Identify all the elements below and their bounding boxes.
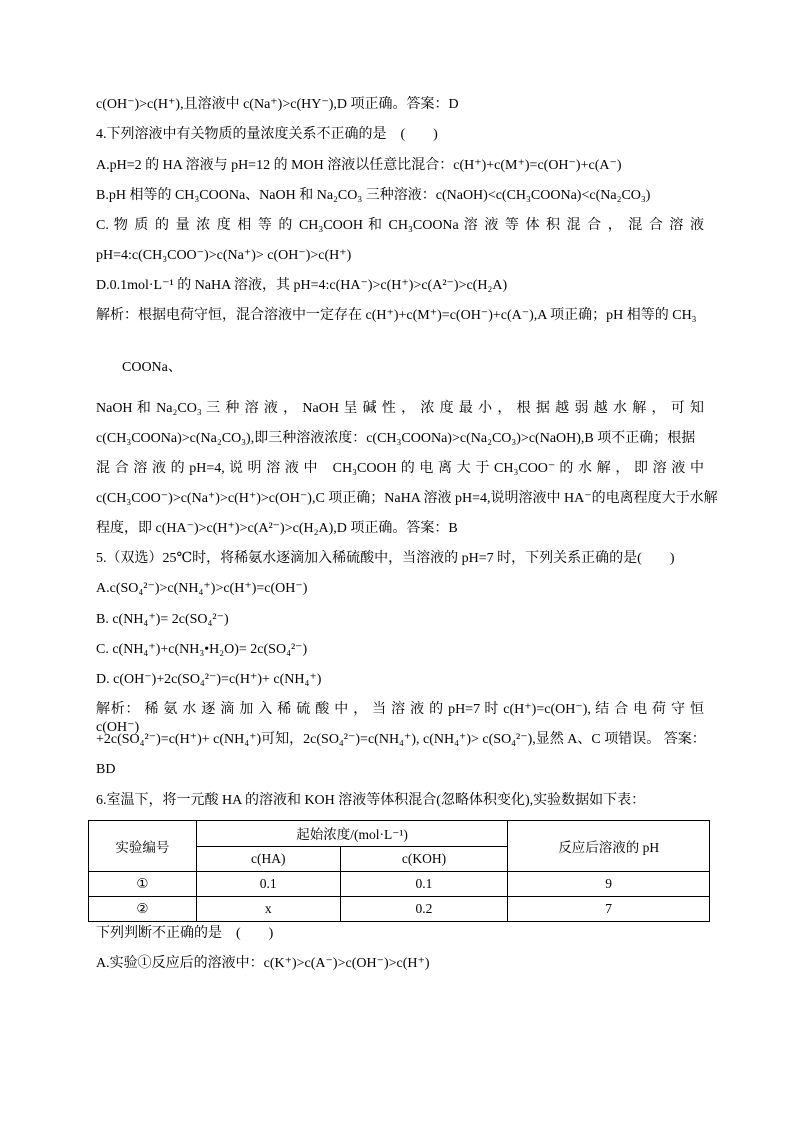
cell-id: ②	[89, 897, 197, 922]
cell-koh: 0.2	[340, 897, 508, 922]
table-header-row	[89, 821, 710, 847]
analysis-4-line: COONa、	[122, 360, 182, 375]
analysis-4-line: 解析：根据电荷守恒，混合溶液中一定存在 c(H⁺)+c(M⁺)=c(OH⁻)+c(A⁻),A 项正确；pH 相等的 CH₃	[96, 308, 697, 323]
cell-ha: x	[196, 897, 340, 922]
question-4-option-c: C. 物 质 的 量 浓 度 相 等 的 CH₃COOH 和 CH₃COONa 溶 液 等 体 积 混 合 ， 混 合 溶 液	[96, 218, 704, 233]
question-4-option-c-cont: pH=4:c(CH₃COO⁻)>c(Na⁺)> c(OH⁻)>c(H⁺)	[96, 248, 352, 263]
question-5-stem: 5.（双选）25℃时，将稀氨水逐滴加入稀硫酸中，当溶液的 pH=7 时，下列关系正确的是( )	[96, 551, 675, 566]
question-4-option-b: B.pH 相等的 CH₃COONa、NaOH 和 Na₂CO₃ 三种溶液：c(NaOH)<c(CH₃COONa)<c(Na₂CO₃)	[96, 188, 651, 203]
question-6-stem: 6.室温下，将一元酸 HA 的溶液和 KOH 溶液等体积混合(忽略体积变化),实验数据如下表：	[96, 793, 646, 808]
table-row	[89, 897, 710, 922]
analysis-5-answer: BD	[96, 762, 116, 777]
table-row	[89, 872, 710, 897]
header-experiment-id: 实验编号	[89, 821, 197, 872]
question-6-prompt: 下列判断不正确的是 ( )	[96, 926, 274, 941]
cell-id: ①	[89, 872, 197, 897]
question-5-option-b: B. c(NH₄⁺)= 2c(SO₄²⁻)	[96, 612, 229, 627]
question-5-option-a: A.c(SO₄²⁻)>c(NH₄⁺)>c(H⁺)=c(OH⁻)	[96, 581, 308, 596]
cell-ph: 9	[508, 872, 710, 897]
header-initial-concentration: 起始浓度/(mol·L⁻¹)	[196, 821, 508, 847]
experiment-table	[88, 820, 710, 922]
cell-ph: 7	[508, 897, 710, 922]
analysis-5-line: +2c(SO₄²⁻)=c(H⁺)+ c(NH₄⁺)可知，2c(SO₄²⁻)=c(NH₄⁺), c(NH₄⁺)> c(SO₄²⁻),显然 A、C 项错误。 答案：	[96, 732, 706, 747]
question-5-option-d: D. c(OH⁻)+2c(SO₄²⁻)=c(H⁺)+ c(NH₄⁺)	[96, 672, 322, 687]
question-6-option-a: A.实验①反应后的溶液中：c(K⁺)>c(A⁻)>c(OH⁻)>c(H⁺)	[96, 956, 430, 971]
question-4-stem: 4.下列溶液中有关物质的量浓度关系不正确的是 ( )	[96, 127, 438, 142]
analysis-4-line: NaOH 和 Na₂CO₃ 三 种 溶 液 ， NaOH 呈 碱 性 ， 浓 度 最 小 ， 根 据 越 弱 越 水 解 ， 可 知	[96, 401, 704, 416]
question-5-option-c: C. c(NH₄⁺)+c(NH₃•H₂O)= 2c(SO₄²⁻)	[96, 642, 308, 657]
question-4-option-d: D.0.1mol·L⁻¹ 的 NaHA 溶液，其 pH=4:c(HA⁻)>c(H⁺)>c(A²⁻)>c(H₂A)	[96, 278, 508, 293]
analysis-5-line: 解析： 稀 氨 水 逐 滴 加 入 稀 硫 酸 中 ， 当 溶 液 的 pH=7 时 c(H⁺)=c(OH⁻), 结 合 电 荷 守 恒 c(OH⁻)	[96, 702, 704, 735]
analysis-4-answer: 程度，即 c(HA⁻)>c(H⁺)>c(A²⁻)>c(H₂A),D 项正确。答案：B	[96, 521, 458, 536]
header-ph: 反应后溶液的 pH	[508, 821, 710, 872]
header-c-koh: c(KOH)	[340, 846, 508, 872]
analysis-4-line: c(CH₃COO⁻)>c(Na⁺)>c(H⁺)>c(OH⁻),C 项正确；NaHA 溶液 pH=4,说明溶液中 HA⁻的电离程度大于水解	[96, 491, 718, 506]
analysis-4-line: c(CH₃COONa)>c(Na₂CO₃),即三种溶液浓度：c(CH₃COONa)>c(Na₂CO₃)>c(NaOH),B 项不正确；根据	[96, 431, 696, 446]
cell-koh: 0.1	[340, 872, 508, 897]
question-4-option-a: A.pH=2 的 HA 溶液与 pH=12 的 MOH 溶液以任意比混合：c(H⁺)+c(M⁺)=c(OH⁻)+c(A⁻)	[96, 158, 622, 173]
text-line: c(OH⁻)>c(H⁺),且溶液中 c(Na⁺)>c(HY⁻),D 项正确。答案：D	[96, 97, 459, 112]
analysis-4-line: 混 合 溶 液 的 pH=4, 说 明 溶 液 中 CH₃COOH 的 电 离 大 于 CH₃COO⁻ 的 水 解 ， 即 溶 液 中	[96, 461, 704, 476]
cell-ha: 0.1	[196, 872, 340, 897]
header-c-ha: c(HA)	[196, 846, 340, 872]
